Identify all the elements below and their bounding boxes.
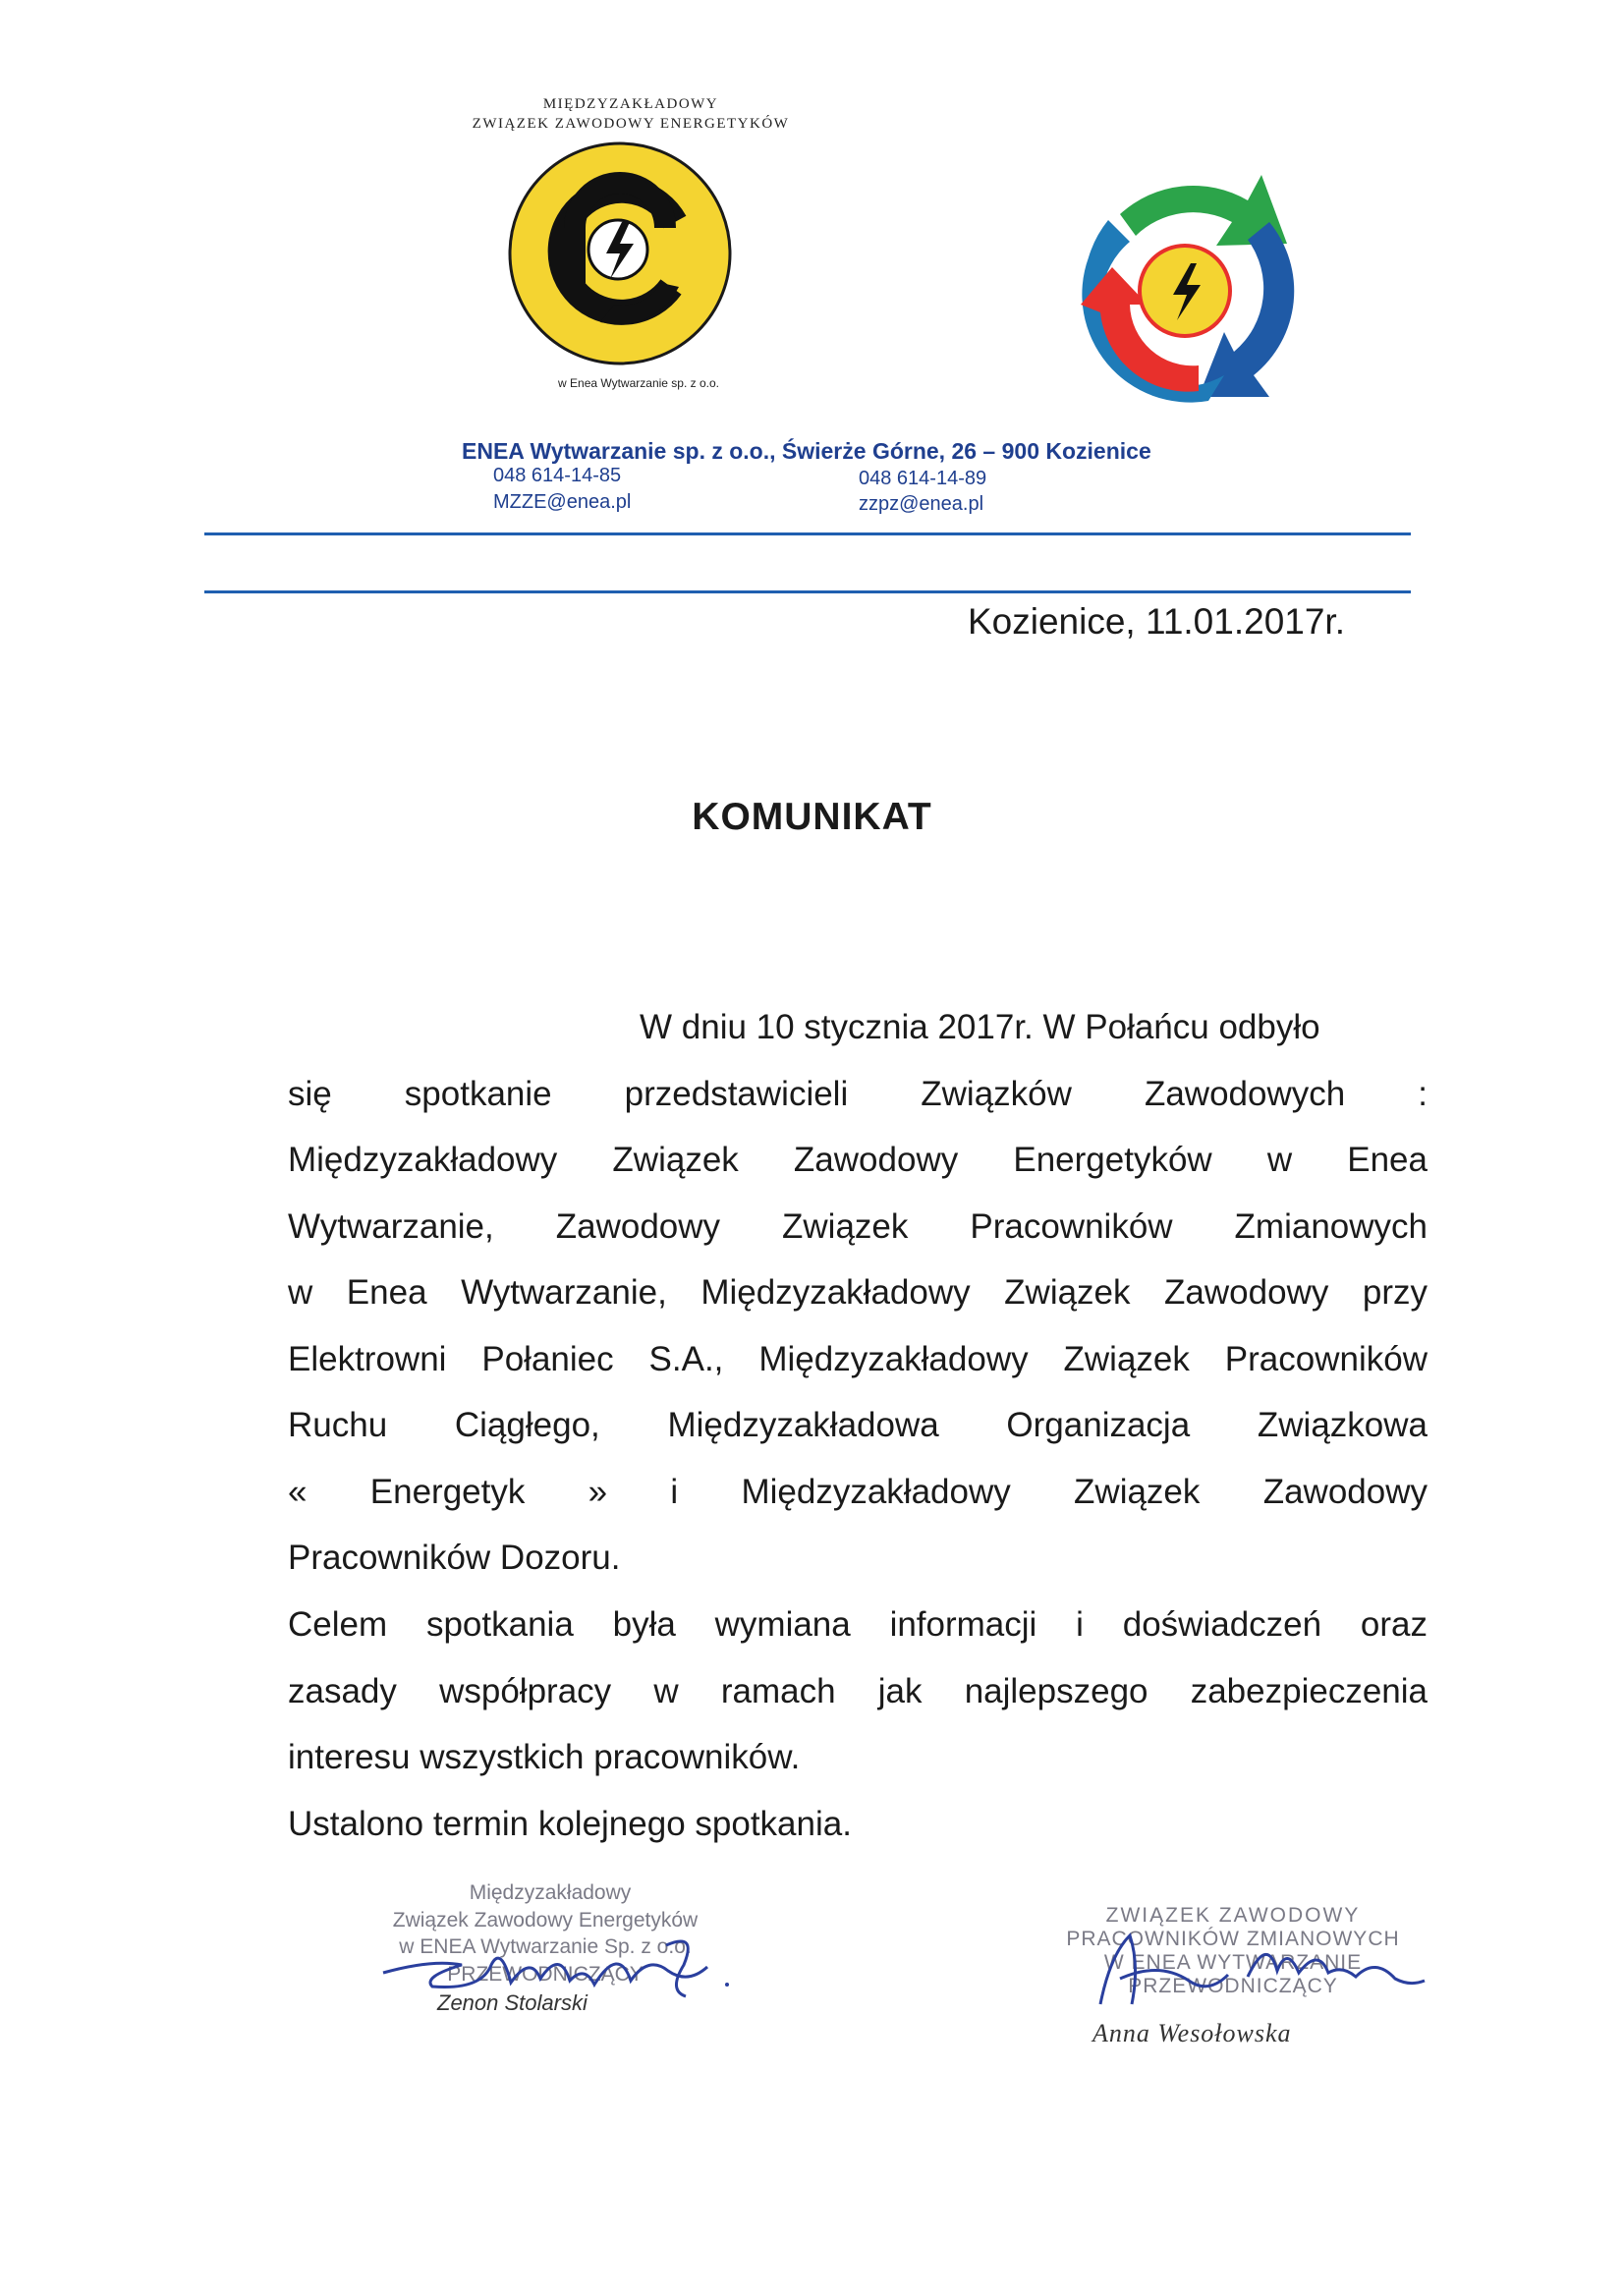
phone-right: 048 614-14-89 xyxy=(859,468,987,489)
paragraph-line: Elektrowni Połaniec S.A., Międzyzakładowy Związek Pracowników xyxy=(288,1339,1428,1378)
paragraph-line: W dniu 10 stycznia 2017r. W Połańcu odbyło xyxy=(640,1008,1320,1046)
circular-arrows-lightning-logo xyxy=(1051,165,1318,413)
paragraph-line: Międzyzakładowy Związek Zawodowy Energetyków w Enea xyxy=(288,1141,1428,1179)
paragraph-line: interesu wszystkich pracowników. xyxy=(288,1738,801,1776)
paragraph-1 xyxy=(288,994,1428,1592)
document-date: Kozienice, 11.01.2017r. xyxy=(968,601,1345,642)
signer-right-name: Anna Wesołowska xyxy=(1092,2019,1292,2047)
stamp-left-line: w ENEA Wytwarzanie Sp. z o.o. xyxy=(399,1935,692,1958)
stamp-right-line: ZWIĄZEK ZAWODOWY xyxy=(1105,1904,1361,1927)
signer-left-name: Zenon Stolarski xyxy=(437,1990,588,2015)
paragraph-2 xyxy=(288,1592,1428,1857)
paragraph-line: « Energetyk » i Międzyzakładowy Związek Zawodowy xyxy=(288,1472,1428,1511)
stamp-left-line: Związek Zawodowy Energetyków xyxy=(392,1909,699,1932)
paragraph-line: w Enea Wytwarzanie, Międzyzakładowy Związek Zawodowy przy xyxy=(288,1273,1428,1312)
signature-right-scribble xyxy=(1071,1926,1434,2014)
paragraph-line: Pracowników Dozoru. xyxy=(288,1539,621,1577)
stamp-right-line: PRACOWNIKÓW ZMIANOWYCH xyxy=(1066,1928,1400,1950)
header-divider-bottom xyxy=(204,590,1411,593)
stamp-right-line: PRZEWODNICZĄCY xyxy=(1128,1975,1338,1997)
yellow-circle-lightning-logo xyxy=(506,140,734,367)
org-subtitle: w Enea Wytwarzanie sp. z o.o. xyxy=(558,376,719,390)
paragraph-3: Ustalono termin kolejnego spotkania. xyxy=(288,1804,852,1843)
paragraph-line: zasady współpracy w ramach jak najlepszego zabezpieczenia xyxy=(288,1671,1428,1710)
stamp-left-line: Międzyzakładowy xyxy=(469,1881,632,1904)
org-name-line2: ZWIĄZEK ZAWODOWY ENERGETYKÓW xyxy=(472,116,790,132)
header-divider-top xyxy=(204,532,1411,535)
paragraph-line: się spotkanie przedstawicieli Związków Zawodowych : xyxy=(288,1074,1428,1113)
stamp-right-line: W ENEA WYTWARZANIE xyxy=(1103,1951,1363,1974)
org-name-line1: MIĘDZYZAKŁADOWY xyxy=(542,96,719,112)
email-left[interactable]: MZZE@enea.pl xyxy=(493,491,632,513)
paragraph-line: Celem spotkania była wymiana informacji i doświadczeń oraz xyxy=(288,1605,1428,1644)
paragraph-line: Ruchu Ciągłego, Międzyzakładowa Organizacja Związkowa xyxy=(288,1406,1428,1444)
email-right[interactable]: zzpz@enea.pl xyxy=(859,493,984,515)
document-title: KOMUNIKAT xyxy=(692,796,932,838)
paragraph-line: Wytwarzanie, Zawodowy Związek Pracowników Zmianowych xyxy=(288,1206,1428,1246)
stamp-left-line: PRZEWODNICZĄCY xyxy=(447,1963,644,1986)
company-address: ENEA Wytwarzanie sp. z o.o., Świerże Górne, 26 – 900 Kozienice xyxy=(462,438,1151,464)
phone-left: 048 614-14-85 xyxy=(493,465,622,486)
